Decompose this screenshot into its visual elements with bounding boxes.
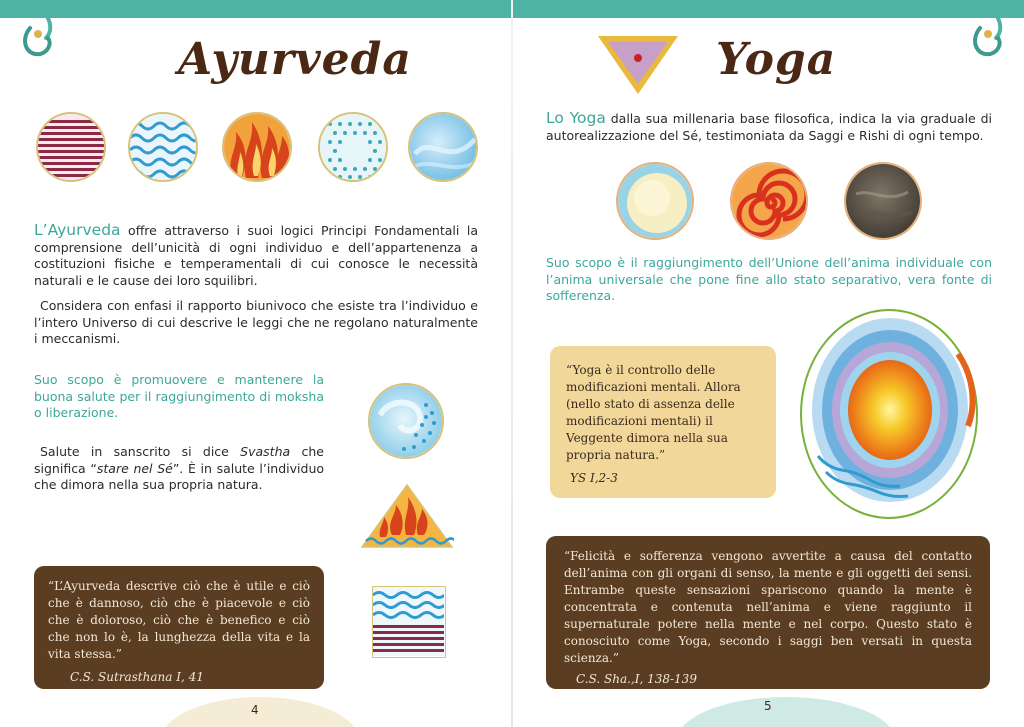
yoga-title: Yoga (716, 34, 837, 85)
cosmic-egg-icon (798, 306, 980, 522)
health-word: Svastha (240, 444, 291, 459)
health-paragraph (34, 444, 324, 494)
yoga-long-quote-source: C.S. Sha.,I, 138-139 (576, 672, 697, 686)
yoga-long-quote-text: “Felicità e sofferenza vengono avvertite a causa del contatto dell’anima con gli organi di senso, la mente e gli oggetti dei sensi. Entrambe queste sensazioni spariscono quando la mente è concentrata e contenuta nell’anima e viene raggiunto il supernaturale potere nella mente e nel corpo. Questo stato è conosciuto come Yoga, secondo i saggi ben versati in questa scienza.” (564, 549, 972, 665)
scope-paragraph: Suo scopo è promuovere e mantenere la buona salute per il raggiungimento di moksha o liberazione. (34, 372, 324, 420)
intro-lead: L’Ayurveda (34, 221, 121, 239)
health-text-b: che significa “ (34, 444, 324, 476)
yoga-quote-text: “Yoga è il controllo delle modificazioni mentali. Allora (nello stato di assenza delle modificazioni mentali) il Veggente dimora nella sua propria natura.” (566, 363, 741, 462)
intro-text: offre attraverso i suoi logici Principi Fondamentali la comprensione dell’unicità di ogni individuo e dell’appartenenza a costituzioni fisiche e temperamentali di cui conosce le necessità naturali e le cause dei loro squilibri. (34, 223, 478, 288)
moon-icon (616, 162, 694, 240)
fire-element-icon (222, 112, 292, 182)
logo-icon (18, 8, 58, 60)
health-meaning: stare nel Sé (96, 460, 173, 476)
air-element-icon (318, 112, 388, 182)
ayurveda-quote-box (34, 566, 324, 689)
health-text-a: Salute in sanscrito si dice (40, 444, 241, 459)
bottom-arc-right (676, 697, 896, 727)
water-element-icon (128, 112, 198, 182)
second-paragraph: Considera con enfasi il rapporto biunivoco che esiste tra l’individuo e l’intero Universo di cui descrive le leggi che ne regolano naturalmente i meccanismi. (34, 298, 478, 346)
bottom-arc-left (160, 697, 360, 727)
page-number-right: 5 (764, 699, 772, 713)
page-fold (511, 0, 513, 727)
yoga-intro-lead: Lo Yoga (546, 109, 606, 127)
ayurveda-quote-text: “L’Ayurveda descrive ciò che è utile e ciò che è dannoso, ciò che è piacevole e ciò che è doloroso, ciò che è benefico e ciò che non lo è, la lunghezza della vita e la vita stessa.” (48, 579, 310, 661)
intro-paragraph (34, 222, 478, 289)
ether-element-icon (408, 112, 478, 182)
page-title: Ayurveda (178, 34, 412, 85)
yoga-scope-paragraph: Suo scopo è il raggiungimento dell’Unione dell’anima individuale con l’anima universale che pone fine allo stato separativo, vera fonte di sofferenza. (546, 255, 992, 303)
ayurveda-quote-source: C.S. Sutrasthana I, 41 (70, 670, 204, 684)
yoga-intro-paragraph (546, 110, 992, 144)
earth-element-icon (36, 112, 106, 182)
stone-icon (844, 162, 922, 240)
water-earth-square-icon (372, 586, 446, 658)
air-circle-icon (368, 383, 444, 459)
fire-triangle-icon (360, 483, 454, 549)
yoga-quote-source: YS I,2-3 (570, 471, 618, 485)
yoga-long-quote-box (546, 536, 990, 689)
page-number-left: 4 (251, 703, 259, 717)
triangle-yantra-icon (596, 34, 680, 96)
health-text-c: ”. È in salute l’individuo che dimora nella sua propria natura. (34, 460, 325, 492)
yoga-intro-text: dalla sua millenaria base filosofica, indica la via graduale di autorealizzazione del Sé, testimoniata da Saggi e Rishi di ogni tempo. (546, 111, 992, 143)
yoga-quote-box (550, 346, 776, 498)
logo-icon-right (968, 8, 1008, 60)
sun-icon (730, 162, 808, 240)
